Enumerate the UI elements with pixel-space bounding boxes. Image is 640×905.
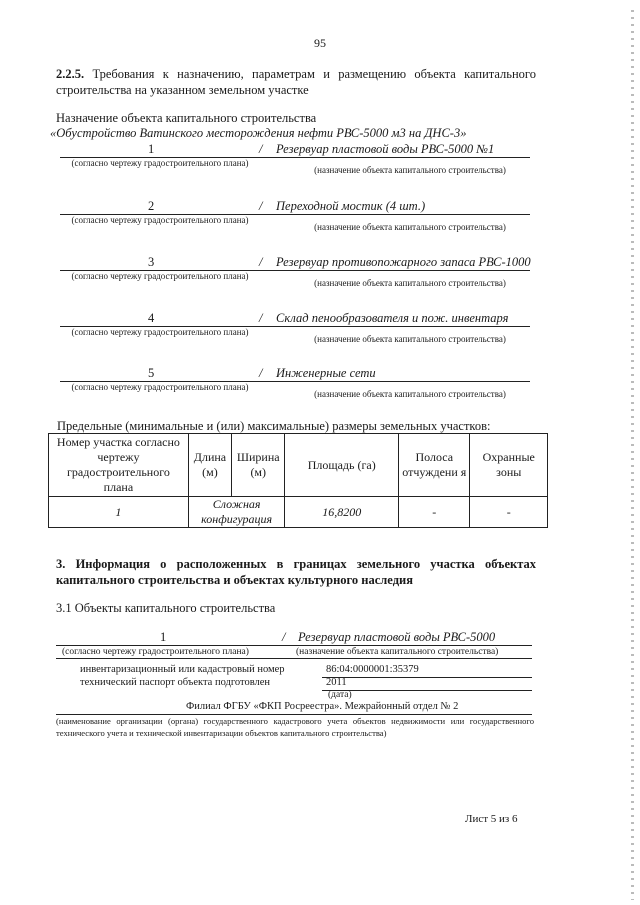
object-separator: /	[259, 311, 263, 325]
passport-date-value: 2011	[326, 677, 347, 688]
object-number: 2	[148, 199, 155, 213]
object-name: Переходной мостик (4 шт.)	[276, 199, 426, 213]
section-2-2-5-heading	[56, 66, 536, 98]
object-number: 1	[148, 142, 155, 156]
caption-plan: (согласно чертежу градостроительного плана)	[71, 215, 249, 225]
object-separator: /	[282, 630, 286, 644]
header-strip: Полоса отчуждени я	[399, 434, 470, 497]
purpose-label: Назначение объекта капитального строительства	[56, 111, 317, 125]
header-zones: Охранные зоны	[470, 434, 548, 497]
cell-dimensions: Сложная конфигурация	[188, 497, 285, 528]
divider-line	[56, 658, 532, 659]
object-separator: /	[259, 255, 263, 269]
header-area: Площадь (га)	[285, 434, 399, 497]
cell-zones: -	[470, 497, 548, 528]
date-caption: (дата)	[328, 690, 352, 700]
object-separator: /	[259, 366, 263, 380]
header-width: Ширина (м)	[232, 434, 285, 497]
object-name: Инженерные сети	[276, 366, 376, 380]
object-separator: /	[259, 142, 263, 156]
caption-plan: (согласно чертежу градостроительного плана)	[71, 158, 249, 168]
cell-area: 16,8200	[285, 497, 399, 528]
caption-purpose: (назначение объекта капитального строительства)	[296, 647, 499, 657]
section-2-2-5-number: 2.2.5.	[56, 67, 85, 81]
table-row	[49, 497, 548, 528]
inventory-number-label: инвентаризационный или кадастровый номер	[80, 664, 285, 675]
fill-line	[56, 645, 532, 646]
purpose-title: «Обустройство Ватинского месторождения нефти РВС-5000 м3 на ДНС-3»	[50, 126, 467, 140]
object-name: Резервуар пластовой воды РВС-5000 №1	[276, 142, 495, 156]
caption-purpose: (назначение объекта капитального строительства)	[314, 222, 506, 232]
object-number: 4	[148, 311, 155, 325]
inventory-number-value: 86:04:0000001:35379	[326, 664, 419, 675]
object-name: Резервуар пластовой воды РВС-5000	[298, 630, 496, 644]
section-2-2-5-text: Требования к назначению, параметрам и размещению объекта капитального строительства на указанном земельном участке	[56, 67, 536, 97]
caption-purpose: (назначение объекта капитального строительства)	[314, 334, 506, 344]
object-name: Склад пенообразователя и пож. инвентаря	[276, 311, 509, 325]
caption-purpose: (назначение объекта капитального строительства)	[314, 165, 506, 175]
section-3-heading: 3. Информация о расположенных в границах земельного участка объектах капитального строительства и объектах культурного наследия	[56, 557, 536, 587]
caption-plan: (согласно чертежу градостроительного плана)	[71, 271, 249, 281]
caption-purpose: (назначение объекта капитального строительства)	[314, 389, 506, 399]
scan-edge	[631, 10, 634, 900]
caption-plan: (согласно чертежу градостроительного плана)	[71, 382, 249, 392]
header-plot-number: Номер участка согласно чертежу градостроительного плана	[49, 434, 189, 497]
section-3-1-heading: 3.1 Объекты капитального строительства	[56, 601, 276, 615]
cell-plot-number: 1	[49, 497, 189, 528]
page-number: 95	[314, 36, 326, 50]
caption-plan: (согласно чертежу градостроительного плана)	[62, 647, 249, 657]
fill-line	[322, 677, 532, 678]
cell-strip: -	[399, 497, 470, 528]
object-number: 3	[148, 255, 155, 269]
caption-plan: (согласно чертежу градостроительного плана)	[71, 327, 249, 337]
header-length: Длина (м)	[188, 434, 231, 497]
object-number: 1	[160, 630, 167, 644]
limits-title: Предельные (минимальные и (или) максимальные) размеры земельных участков:	[57, 419, 491, 433]
object-separator: /	[259, 199, 263, 213]
object-name: Резервуар противопожарного запаса РВС-1000	[276, 255, 531, 269]
sheet-number: Лист 5 из 6	[465, 813, 518, 825]
land-sizes-table	[48, 433, 548, 528]
caption-purpose: (назначение объекта капитального строительства)	[314, 278, 506, 288]
table-header-row	[49, 434, 548, 497]
organization-name: Филиал ФГБУ «ФКП Росреестра». Межрайонный отдел № 2	[186, 701, 459, 712]
object-number: 5	[148, 366, 155, 380]
organization-caption: (наименование организации (органа) государственного кадастрового учета объектов недвижимости или государственного технического учета и технической инвентаризации объектов капитального строительства)	[56, 716, 534, 738]
passport-label: технический паспорт объекта подготовлен	[80, 677, 271, 688]
fill-line	[322, 690, 532, 691]
